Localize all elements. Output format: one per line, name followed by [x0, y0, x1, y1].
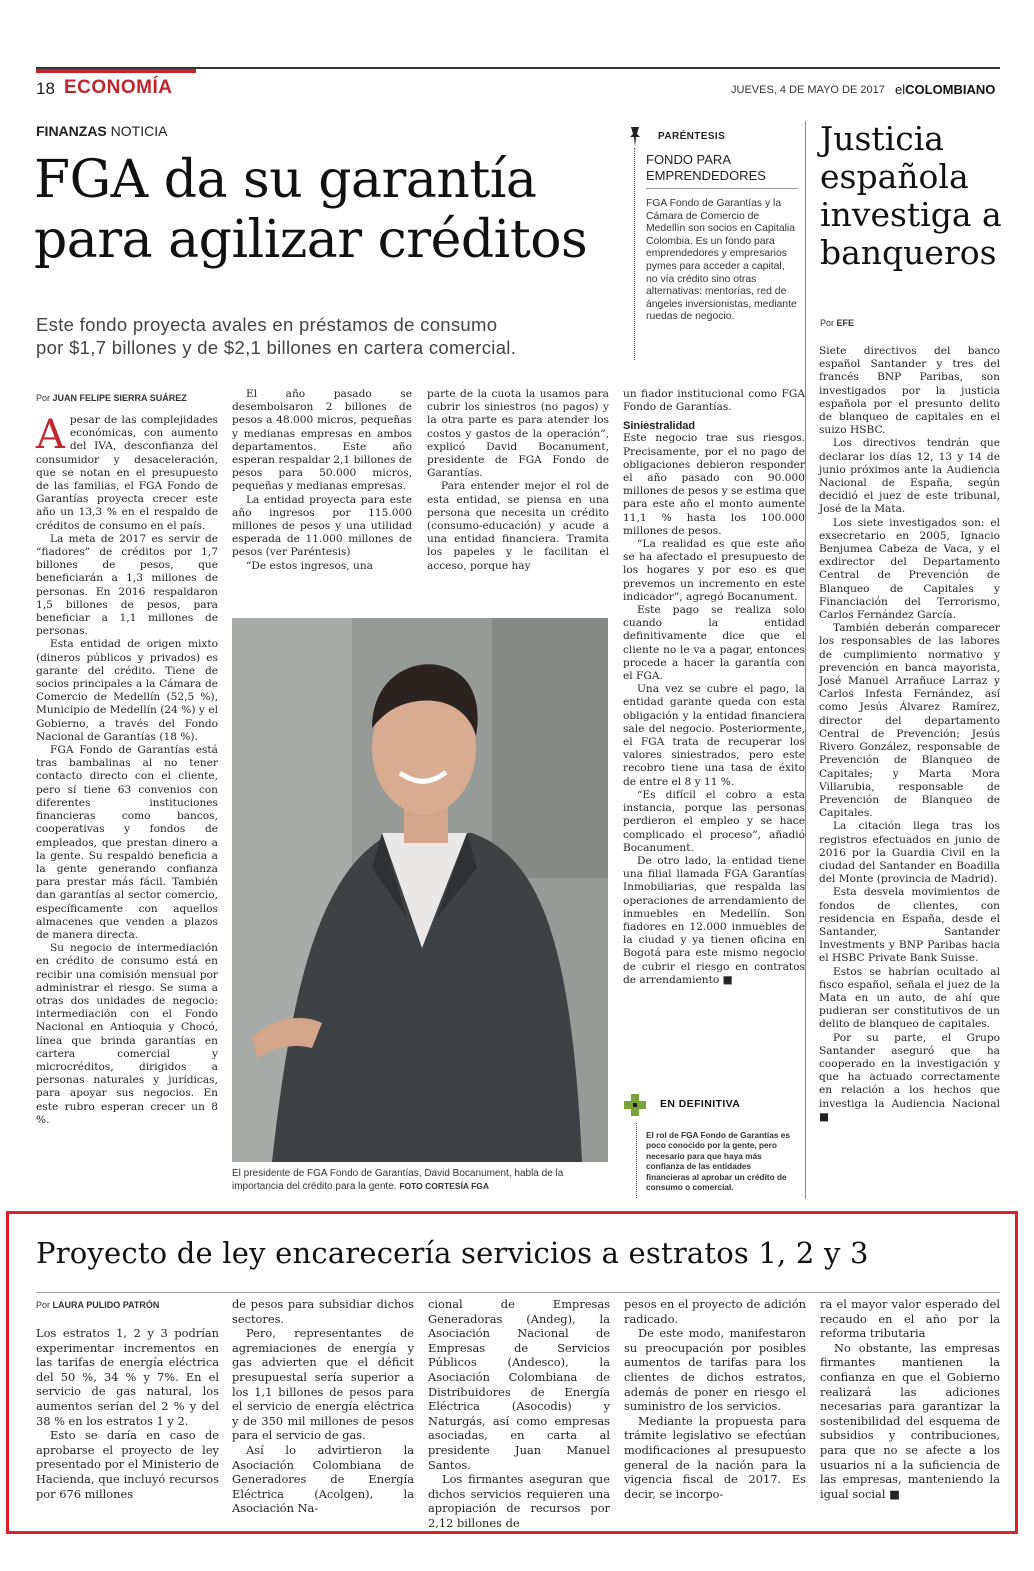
en-definitiva-body: El rol de FGA Fondo de Garantías es poco conocido por la gente, pero necesario para que haya más confianza de las entidades financieras al aprobar un crédito de consumo o comercial.: [646, 1130, 790, 1193]
paragraph: Esto se daría en caso de aprobarse el proyecto de ley presentado por el Ministerio de Hacienda, que incluyó recursos por 676 millones: [36, 1428, 219, 1501]
paragraph: de pesos para subsidiar dichos sectores.: [232, 1297, 414, 1326]
paragraph: También deberán comparecer los responsables de las labores de cumplimiento normativo y prevención en banca mayorista, José Manuel Arrañuce Larraz y Carlos Infesta Fernández, así como Jesús Álvarez Ramírez, director del departamento Central de Prevención; Jesús Rivero González, responsable de Prevención de Blanqueo de Capitales; y Marta Mora Villarubia, responsable de Prevención de Blanqueo de Capitales.: [819, 622, 1000, 820]
parentesis-label: PARÉNTESIS: [658, 131, 726, 142]
paragraph: Los firmantes aseguran que dichos servicios requieren una apropiación de recursos por 2,12 billones de: [428, 1472, 610, 1530]
main-column-3: [427, 388, 609, 573]
paragraph: cional de Empresas Generadoras (Andeg), la Asociación Nacional de Empresas de Servicios Públicos (Andesco), la Asociación Colombiana de Distribuidores de Energía Eléctrica (Asocodis) y Naturgás, así como empresas asociadas, en carta al presidente Juan Manuel Santos.: [428, 1297, 610, 1472]
bottom-byline: [36, 1300, 159, 1310]
paragraph: “De estos ingresos, una: [246, 559, 373, 572]
right-byline: [820, 318, 854, 328]
paragraph: Los estratos 1, 2 y 3 podrían experimentar incrementos en las tarifas de energía eléctrica del 50 %, 34 % y 7%. En el servicio de gas natural, los aumentos serían del 2 % y del 38 % en los estratos 1 y 2.: [36, 1326, 219, 1428]
paragraph: La entidad proyecta para este año ingresos por 115.000 millones de pesos y una utilidad esperada de 11.000 millones de pesos (ver Paréntesis): [232, 493, 412, 559]
byline-author: JUAN FELIPE SIERRA SUÁREZ: [52, 393, 187, 403]
paragraph: Esta entidad de origen mixto (dineros públicos y privados) es garante del crédito. Tiene de socios principales a la Cámara de Comercio de Medellín (52,5 %), Municipio de Medellín (24 %) y el Gobierno, a través del Fondo Nacional de Garantías (18 %).: [36, 638, 218, 743]
paragraph: un fiador institucional como FGA Fondo de Garantías.: [623, 388, 805, 414]
main-column-2: [232, 388, 412, 573]
pushpin-icon: [623, 125, 647, 149]
paragraph: pesos en el proyecto de adición radicado.: [624, 1297, 806, 1326]
paragraph: El año pasado se desembolsaron 2 billones de pesos a 48.000 micros, pequeñas y medianas empresas en ambos departamentos. Este año esperan respaldar 2,1 billones de pesos para 50.000 micros, pequeñas y medianas empresas.: [232, 388, 412, 493]
newspaper-title: COLOMBIANO: [905, 82, 996, 97]
paragraph: La meta de 2017 es servir de “fiadores” de créditos por 1,7 billones de pesos, que beneficiarán a 1,3 millones de personas. En 2016 respaldaron 1,5 billones de pesos, para beneficiar a 1,1 millones de personas.: [36, 532, 218, 638]
paragraph: Pero, representantes de agremiaciones de energía y gas advierten que el déficit presupuestal sería superior a los 1,1 billones de pesos para el servicio de energía eléctrica y de 350 mil millones de pesos para el servicio de gas.: [232, 1326, 414, 1443]
bottom-headline: Proyecto de ley encarecería servicios a estratos 1, 2 y 3: [36, 1236, 869, 1270]
sidebar-body: FGA Fondo de Garantías y la Cámara de Comercio de Medellín son socios en Capitalia Colombia. Es un fondo para emprendedores y empresarios pymes para acceder a capital, no vía crédito sino otras alternativas: mentorías, red de ángeles inversionistas, mediante ruedas de negocio.: [646, 198, 797, 323]
main-byline: [36, 393, 187, 403]
byline-prefix: Por: [36, 1300, 51, 1310]
right-headline: Justicia española investiga a banqueros: [820, 119, 1002, 272]
paragraph: “La realidad es que este año se ha afectado el presupuesto de los hogares y por eso es que prevemos un incremento en este indicador”, agregó Bocanument.: [623, 538, 805, 603]
newspaper-name: [895, 82, 995, 97]
byline-prefix: Por: [36, 393, 51, 403]
column-divider: [805, 121, 806, 1199]
paragraph: ra el mayor valor esperado del recaudo en el año por la reforma tributaria: [820, 1297, 1000, 1341]
paragraph: parte de la cuota la usamos para cubrir los siniestros (no pagos) y la otra parte es para atender los costos y gastos de la operación”, explicó David Bocanument, presidente de FGA Fondo de Garantías.: [427, 388, 609, 480]
sidebar-rule: [646, 188, 798, 189]
bottom-column-3: [428, 1297, 610, 1531]
paragraph: Por su parte, el Grupo Santander aseguró que ha cooperado en la investigación y que ha actuado correctamente en relación a los hechos que investiga la Audiencia Nacional ■: [819, 1031, 1000, 1123]
byline-author: EFE: [836, 318, 855, 328]
paragraph: Apesar de las complejidades económicas, con aumento del IVA, desconfianza del consumidor y desaceleración, que se notan en el presupuesto de las familias, el FGA Fondo de Garantías proyecta crecer este año un 13,3 % en el respaldo de créditos de consumo en el país.: [36, 412, 218, 532]
section-accent-bar: [36, 69, 196, 73]
paragraph: Mediante la propuesta para trámite legislativo se efectúan modificaciones al presupuesto general de la nación para la vigencia fiscal de 2017. Es decir, se incorpo-: [624, 1413, 806, 1501]
kicker: [36, 123, 167, 139]
paragraph: De otro lado, la entidad tiene una filial llamada FGA Garantías Inmobiliarias, que respalda las operaciones de arrendamiento de inmuebles en Medellín. Son fiadores en 12.000 inmuebles de la ciudad y ya tienen oficina en Bogotá para este mismo negocio de cubrir el riesgo en contratos de arrendamiento ■: [623, 854, 805, 986]
paragraph: La citación llega tras los registros efectuados en junio de 2016 por la Guardia Civil en la ciudad del Santander en Boadilla del Monte (provincia de Madrid).: [819, 820, 1000, 886]
bottom-rule: [36, 1292, 1000, 1293]
paragraph: Este pago se realiza solo cuando la entidad definitivamente dice que el cliente no le va a pagar, entonces procede a hacer la garantía con el FGA.: [623, 604, 805, 683]
paragraph: Siete directivos del banco español Santander y tres del francés BNP Paribas, son investigados por la justicia española por el presunto delito de blanqueo de capitales en el suizo HSBC.: [819, 345, 1000, 437]
paragraph: Esta desvela movimientos de fondos de clientes, con residencia en España, desde el Santander, Santander Investments y BNP Paribas hacia el HSBC Private Bank Suisse.: [819, 886, 1000, 965]
paragraph: No obstante, las empresas firmantes mantienen la confianza en que el Gobierno realizará las adiciones necesarias para garantizar la sostenibilidad del esquema de subsidios y contribuciones, para que no se afecte a los usuarios ni a la suficiencia de las empresas, manteniendo la igual social ■: [820, 1340, 1000, 1501]
byline-prefix: Por: [820, 318, 835, 328]
main-photo: [232, 618, 608, 1162]
main-headline: [34, 150, 614, 270]
paragraph: Estos se habrían ocultado al fisco español, señala el juez de la Mata en un auto, de ahí que pudieran ser constitutivos de un delito de blanqueo de capitales.: [819, 965, 1000, 1031]
main-column-4: [623, 388, 805, 987]
paragraph: Su negocio de intermediación en crédito de consumo está en recibir una comisión mensual por administrar el riesgo. Se suma a otras dos unidades de negocio: intermediación con el Fondo Nacional en Antioquia y Chocó, línea que brinda garantías en cartera comercial y microcréditos, dirigidos a personas naturales y jurídicas, para apoyar sus negocios. En este rubro esperan crecer un 8 %.: [36, 942, 218, 1126]
section-name: ECONOMÍA: [64, 77, 173, 98]
main-subhead: [36, 313, 611, 359]
plus-cross-icon: [624, 1094, 646, 1116]
issue-date: JUEVES, 4 DE MAYO DE 2017: [731, 84, 885, 96]
main-subhead-line-1: Este fondo proyecta avales en préstamos de consumo: [36, 314, 498, 335]
subheading: Siniestralidad: [623, 420, 696, 433]
kicker-type: NOTICIA: [110, 123, 168, 139]
sidebar-title: FONDO PARA EMPRENDEDORES: [646, 152, 766, 183]
main-headline-line-2: para agilizar créditos: [34, 210, 588, 270]
paragraph: FGA Fondo de Garantías está tras bambalinas al no tener contacto directo con el cliente, pero sí tiene 63 convenios con diferentes instituciones financieras como bancos, cooperativas y fondos de empleados, que prestan dinero a la gente. Su respaldo beneficia a la gente generando confianza para prestar más fácil. También dan garantías al sector comercio, específicamente con aquellos almacenes que venden a plazos de manera directa.: [36, 744, 218, 941]
photo-caption: [232, 1167, 608, 1193]
page-number: 18: [36, 79, 55, 98]
main-subhead-line-2: por $1,7 billones y de $2,1 billones en cartera comercial.: [36, 337, 517, 358]
paragraph: Una vez se cubre el pago, la entidad garante queda con esta obligación y la entidad financiera sale del negocio. Posteriormente, el FGA trata de recuperar los valores siniestrados, pero este recobro tiene una tasa de éxito de entre el 8 y 11 %.: [623, 683, 805, 788]
bottom-column-1: [36, 1326, 219, 1501]
photo-credit: FOTO CORTESÍA FGA: [399, 1181, 490, 1191]
en-definitiva-label: EN DEFINITIVA: [660, 1098, 741, 1110]
paragraph: Este negocio trae sus riesgos. Precisamente, por el no pago de obligaciones debieron responder el año pasado con 90.000 millones de pesos y se estima que para este año el monto aumente 11,1 % hasta los 100.000 millones de pesos.: [623, 432, 805, 537]
caption-text: El presidente de FGA Fondo de Garantías, David Bocanument, habla de la importancia del crédito para la gente.: [232, 1168, 564, 1192]
paragraph: “Es difícil el cobro a esta instancia, porque las personas perdieron el empleo y se hace complicado el proceso”, añadió Bocanument.: [623, 788, 805, 854]
bottom-column-4: [624, 1297, 806, 1501]
kicker-section: FINANZAS: [36, 123, 107, 139]
photo-illustration: [232, 618, 608, 1162]
paragraph: Los siete investigados son: el exsecretario en 2005, Ignacio Benjumea Cabeza de Vaca, y el exdirector del Departamento Central de Prevención de Blanqueo de Capitales y Financiación del Terrorismo, Carlos Fernández García.: [819, 516, 1000, 622]
newspaper-prefix: el: [895, 82, 906, 97]
main-column-1: [36, 414, 218, 1127]
en-definitiva-dotted-line: [636, 1123, 637, 1198]
paragraph: Así lo advirtieron la Asociación Colombiana de Generadores de Energía Eléctrica (Acolgen), la Asociación Na-: [232, 1442, 414, 1516]
sidebar-dotted-line: [634, 148, 635, 360]
byline-author: LAURA PULIDO PATRÓN: [52, 1300, 160, 1310]
drop-cap: A: [36, 412, 65, 458]
paragraph: Para entender mejor el rol de esta entidad, se piensa en una persona que necesita un crédito (consumo-educación) y acude a una entidad financiera. Tramita los papeles y le facilitan el acceso, porque hay: [427, 480, 609, 572]
right-column: [819, 345, 1000, 1124]
paragraph: De este modo, manifestaron su preocupación por posibles aumentos de tarifas para los clientes de dichos estratos, además de poner en riesgo el suministro de los servicios.: [624, 1326, 806, 1414]
bottom-column-2: [232, 1297, 414, 1516]
bottom-column-5: [820, 1297, 1000, 1501]
main-headline-line-1: FGA da su garantía: [34, 150, 537, 210]
paragraph: Los directivos tendrán que declarar los días 12, 13 y 14 de junio próximos ante la Audiencia Nacional de España, según decidió el juez de este tribunal, José de la Mata.: [819, 437, 1000, 516]
